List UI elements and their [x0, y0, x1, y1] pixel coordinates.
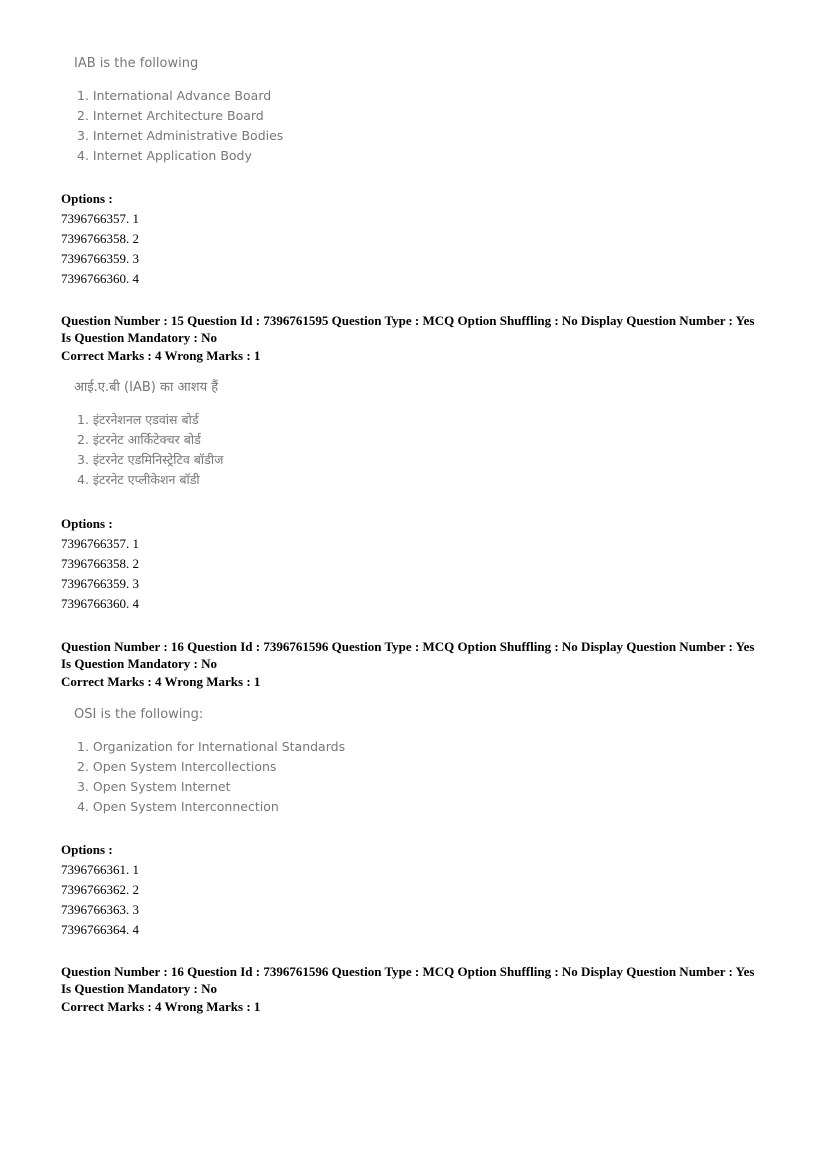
choice-item: 2. इंटरनेट आर्किटेक्चर बोर्ड — [77, 432, 201, 447]
choice-item: 1. International Advance Board — [77, 88, 272, 103]
options-block — [61, 514, 139, 614]
option-line: 7396766360. 4 — [61, 271, 139, 286]
question-image-iab-english — [72, 54, 283, 166]
question-text: OSI is the following: — [74, 707, 204, 722]
marks-line: Correct Marks : 4 Wrong Marks : 1 — [61, 348, 261, 363]
options-label: Options : — [61, 191, 113, 206]
option-line: 7396766364. 4 — [61, 922, 139, 937]
question-meta-15 — [61, 312, 781, 364]
choice-item: 3. इंटरनेट एडमिनिस्ट्रेटिव बॉडीज — [77, 452, 224, 467]
options-block — [61, 189, 139, 289]
mandatory-line: Is Question Mandatory : No — [61, 656, 218, 671]
options-label: Options : — [61, 842, 113, 857]
marks-line: Correct Marks : 4 Wrong Marks : 1 — [61, 999, 261, 1014]
choice-item: 3. Open System Internet — [77, 779, 231, 794]
option-line: 7396766360. 4 — [61, 596, 139, 611]
marks-line: Correct Marks : 4 Wrong Marks : 1 — [61, 674, 261, 689]
option-line: 7396766358. 2 — [61, 556, 139, 571]
option-line: 7396766358. 2 — [61, 231, 139, 246]
mandatory-line: Is Question Mandatory : No — [61, 330, 218, 345]
question-header: Question Number : 16 Question Id : 7396761596 Question Type : MCQ Option Shuffling : No Display Question Number : Yes — [61, 639, 755, 654]
options-label: Options : — [61, 516, 113, 531]
choice-item: 2. Open System Intercollections — [77, 759, 277, 774]
choice-item: 4. Internet Application Body — [77, 148, 252, 163]
question-header: Question Number : 15 Question Id : 7396761595 Question Type : MCQ Option Shuffling : No Display Question Number : Yes — [61, 313, 755, 328]
question-text: IAB is the following — [74, 56, 199, 71]
choice-item: 2. Internet Architecture Board — [77, 108, 264, 123]
option-line: 7396766362. 2 — [61, 882, 139, 897]
question-image-iab-hindi — [72, 378, 223, 490]
choice-item: 4. इंटरनेट एप्लीकेशन बॉडी — [77, 472, 200, 487]
option-line: 7396766361. 1 — [61, 862, 139, 877]
option-line: 7396766357. 1 — [61, 211, 139, 226]
choice-item: 1. इंटरनेशनल एडवांस बोर्ड — [77, 412, 199, 427]
option-line: 7396766359. 3 — [61, 251, 139, 266]
choice-list — [72, 410, 223, 490]
choice-list — [72, 86, 283, 166]
question-image-osi-english — [72, 705, 345, 817]
question-text: आई.ए.बी (IAB) का आशय हैं — [74, 380, 219, 395]
choice-list — [72, 737, 345, 817]
choice-item: 3. Internet Administrative Bodies — [77, 128, 284, 143]
option-line: 7396766357. 1 — [61, 536, 139, 551]
choice-item: 1. Organization for International Standards — [77, 739, 346, 754]
option-line: 7396766363. 3 — [61, 902, 139, 917]
mandatory-line: Is Question Mandatory : No — [61, 981, 218, 996]
choice-item: 4. Open System Interconnection — [77, 799, 279, 814]
question-header: Question Number : 16 Question Id : 7396761596 Question Type : MCQ Option Shuffling : No Display Question Number : Yes — [61, 964, 755, 979]
question-meta-16-repeat — [61, 963, 781, 1015]
question-meta-16 — [61, 638, 781, 690]
options-block — [61, 840, 139, 940]
option-line: 7396766359. 3 — [61, 576, 139, 591]
